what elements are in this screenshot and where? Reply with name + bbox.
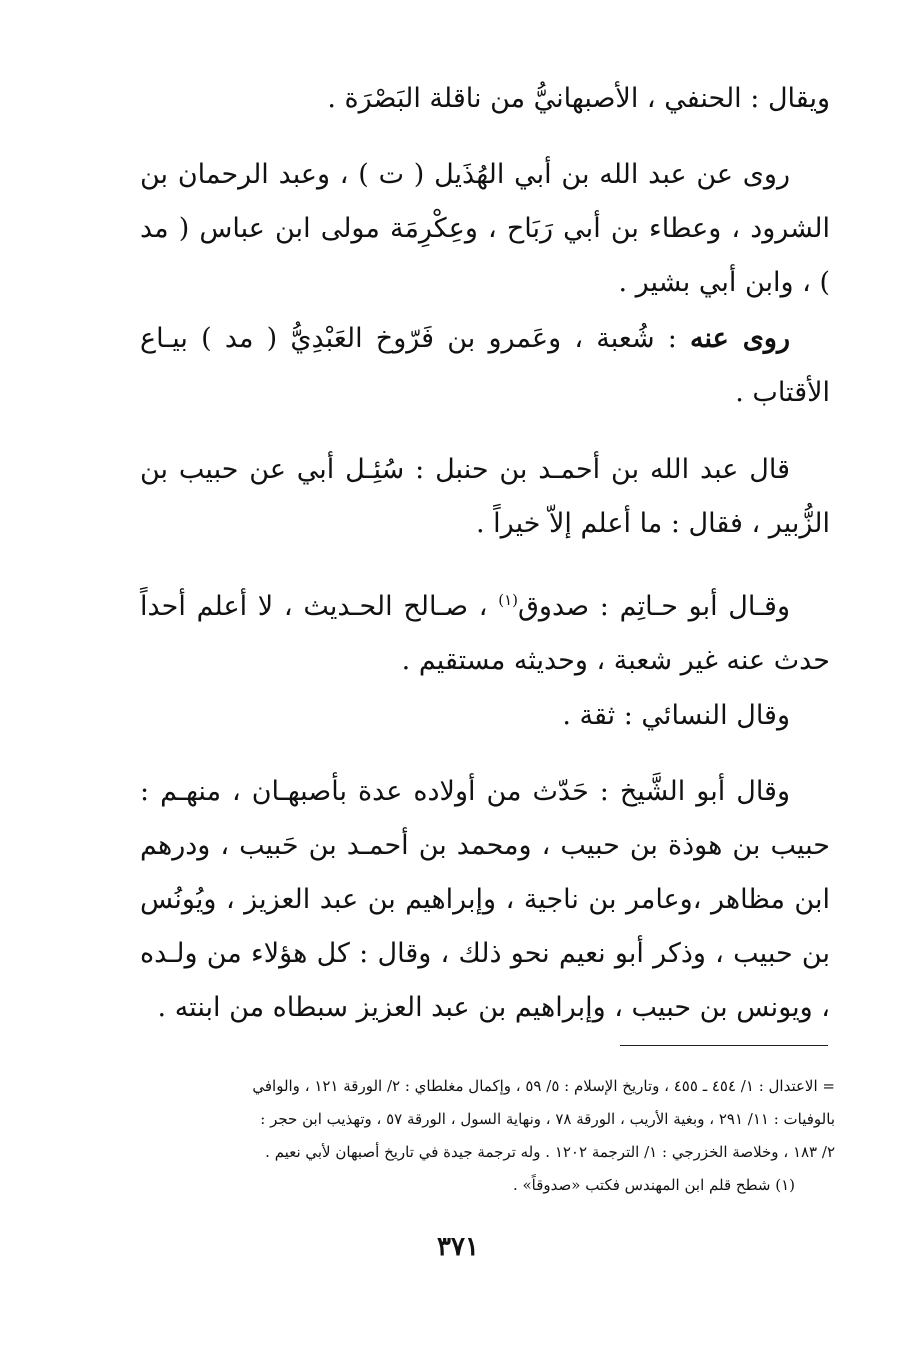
paragraph-6-text: وقال النسائي : ثقة .	[562, 700, 790, 731]
footnote-line-2-text: بالوفيات : ١١/ ٢٩١ ، وبغية الأريب ، الورقة ٧٨ ، ونهاية السول ، الورقة ٥٧ ، وتهذيب ابن حجر :	[260, 1110, 835, 1128]
footnote-line-3-text: ٢/ ١٨٣ ، وخلاصة الخزرجي : ١/ الترجمة ١٢٠٢ . وله ترجمة جيدة في تاريخ أصبهان لأبي نعيم .	[265, 1143, 835, 1161]
footnote-line-1	[140, 1070, 835, 1103]
paragraph-7-text: وقال أبو الشَّيخ : حَدّث من أولاده عدة بأصبهـان ، منهـم : حبيب بن هوذة بن حبيب ، ومحمد بن أحمـد بن حَبيب ، ودرهم ابن مظاهر ،وعامر بن ناجية ، وإبراهيم بن عبد العزيز ، ويُونُس بن حبيب ، وذكر أبو نعيم نحو ذلك ، وقال : كل هؤلاء من ولـده ، ويونس بن حبيب ، وإبراهيم بن عبد العزيز سبطاه من ابنته .	[140, 776, 830, 1023]
paragraph-5-text-b: ، صـالح الحـديث ، لا أعلم أحداً حدث عنه غير شعبة ، وحديثه مستقيم .	[140, 591, 830, 676]
paragraph-1-text: ويقال : الحنفي ، الأصبهانيُّ من ناقلة البَصْرَة .	[327, 83, 830, 114]
paragraph-6	[140, 689, 830, 743]
paragraph-2-text: روى عن عبد الله بن أبي الهُذَيل ( ت ) ، وعبد الرحمان بن الشرود ، وعطاء بن أبي رَبَاح ، وعِكْرِمَة مولى ابن عباس ( مد ) ، وابن أبي بشير .	[140, 159, 830, 298]
paragraph-7	[140, 765, 830, 1035]
paragraph-3-text: : شُعبة ، وعَمرو بن فَرّوخ العَبْدِيُّ ( مد ) بيـاع الأقتاب .	[140, 323, 830, 408]
paragraph-4-text: قال عبد الله بن أحمـد بن حنبل : سُئِـل أبي عن حبيب بن الزُّبير ، فقال : ما أعلم إلاّ خيراً .	[140, 454, 830, 539]
page-number: ٣٧١	[437, 1232, 479, 1262]
footnote-line-4-text: (١) شطح قلم ابن المهندس فكتب «صدوقاً» .	[512, 1176, 795, 1194]
footnote-separator	[620, 1045, 828, 1046]
footnote-line-2	[140, 1103, 835, 1136]
footnote-line-1-text: = الاعتدال : ١/ ٤٥٤ ـ ٤٥٥ ، وتاريخ الإسلام : ٥/ ٥٩ ، وإكمال مغلطاي : ٢/ الورقة ١٢١ ، والوافي	[252, 1077, 835, 1095]
footnote-marker: (١)	[498, 591, 518, 609]
paragraph-4	[140, 443, 830, 551]
paragraph-1	[140, 72, 830, 126]
paragraph-5	[140, 573, 830, 688]
footnote-line-4	[140, 1169, 835, 1202]
footnote-line-3	[140, 1136, 835, 1169]
paragraph-3	[140, 312, 830, 420]
paragraph-3-label: روى عنه	[690, 323, 790, 354]
paragraph-5-text-a: وقـال أبو حـاتِم : صدوق	[517, 591, 790, 622]
paragraph-2	[140, 148, 830, 310]
